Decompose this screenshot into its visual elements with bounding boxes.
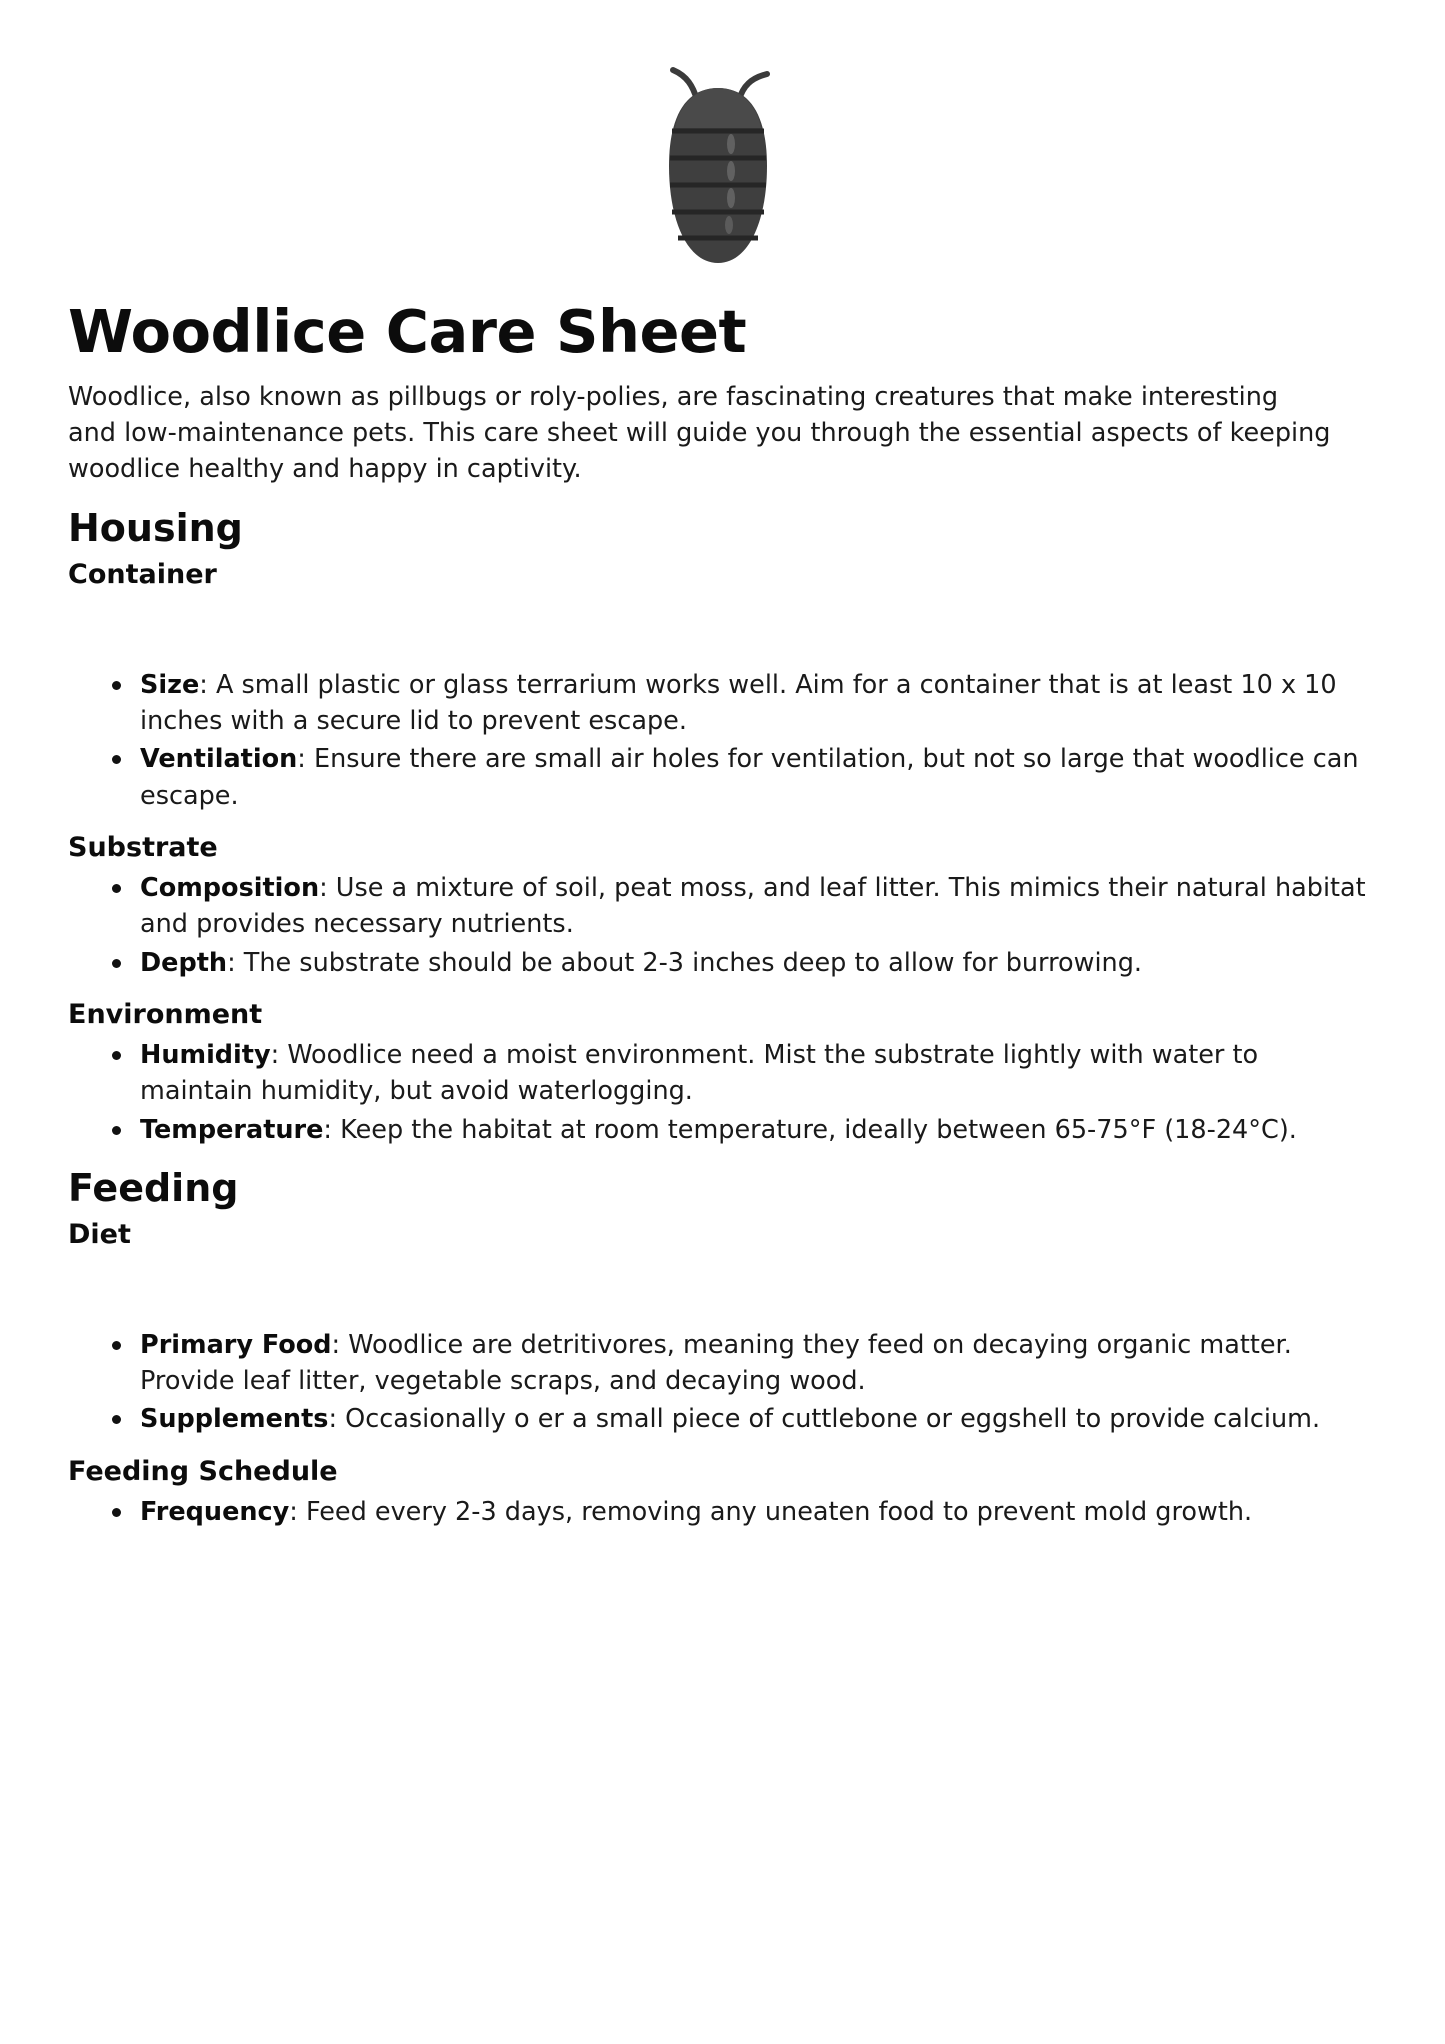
list-item-text: : Woodlice are detritivores, meaning they feed on decaying organic matter. Provide leaf litter, vegetable scraps, and decaying wood.: [140, 1329, 1292, 1397]
woodlouse-illustration: [68, 40, 1370, 291]
spacer: [68, 597, 1370, 667]
subsection-environment: [68, 999, 1370, 1148]
subsection-heading-substrate: Substrate: [68, 831, 218, 863]
list-item: [100, 1494, 1370, 1530]
list-item-term: Temperature: [140, 1114, 324, 1145]
subsection-heading-diet: Diet: [68, 1218, 131, 1250]
list-item-text: : A small plastic or glass terrarium works well. Aim for a container that is at least 10 x 10 inches with a secure lid to prevent escape.: [140, 669, 1337, 737]
list-item-term: Size: [140, 669, 200, 700]
bullet-list-feeding-schedule: [68, 1494, 1370, 1530]
subsection-substrate: [68, 832, 1370, 981]
list-item: [100, 1037, 1370, 1109]
list-item-term: Supplements: [140, 1404, 329, 1435]
list-item-text: : Ensure there are small air holes for ventilation, but not so large that woodlice can escape.: [140, 744, 1359, 811]
list-item-term: Ventilation: [140, 744, 298, 775]
list-item-text: : Use a mixture of soil, peat moss, and leaf litter. This mimics their natural habitat and provides necessary nutrients.: [140, 873, 1366, 940]
subsection-feeding-schedule: [68, 1456, 1370, 1531]
bullet-list-substrate: [68, 870, 1370, 981]
subsection-heading-container: Container: [68, 558, 217, 590]
list-item-term: Humidity: [140, 1040, 271, 1071]
section-heading-housing: Housing: [68, 505, 243, 550]
subsection-diet: [68, 1219, 1370, 1438]
list-item-term: Composition: [140, 873, 320, 904]
list-item-term: Depth: [140, 947, 228, 978]
list-item: [100, 1401, 1370, 1437]
list-item: [100, 741, 1370, 813]
list-item-text: : Feed every 2-3 days, removing any uneaten food to prevent mold growth.: [289, 1496, 1253, 1527]
page-title: Woodlice Care Sheet: [68, 297, 747, 366]
subsection-container: [68, 559, 1370, 814]
list-item-text: : The substrate should be about 2-3 inches deep to allow for burrowing.: [227, 947, 1143, 978]
list-item: [100, 667, 1370, 739]
bullet-list-environment: [68, 1037, 1370, 1148]
bullet-list-container: [68, 667, 1370, 814]
section-heading-feeding: Feeding: [68, 1165, 239, 1210]
list-item: [100, 1327, 1370, 1399]
list-item: [100, 945, 1370, 981]
list-item-text: : Woodlice need a moist environment. Mist the substrate lightly with water to maintain humidity, but avoid waterlogging.: [140, 1040, 1259, 1107]
bullet-list-diet: [68, 1327, 1370, 1438]
list-item-text: : Occasionally o er a small piece of cuttlebone or eggshell to provide calcium.: [328, 1404, 1321, 1435]
list-item-term: Primary Food: [140, 1329, 332, 1360]
list-item: [100, 870, 1370, 942]
subsection-heading-environment: Environment: [68, 998, 263, 1030]
list-item-text: : Keep the habitat at room temperature, ideally between 65-75°F (18-24°C).: [323, 1114, 1297, 1145]
spacer: [68, 1257, 1370, 1327]
list-item-term: Frequency: [140, 1496, 290, 1527]
intro-paragraph: Woodlice, also known as pillbugs or roly-polies, are fascinating creatures that make interesting and low-maintenance pets. This care sheet will guide you through the essential aspects of keeping woodlice healthy and happy in captivity.: [68, 382, 1331, 485]
subsection-heading-feeding-schedule: Feeding Schedule: [68, 1455, 338, 1487]
list-item: [100, 1112, 1370, 1148]
